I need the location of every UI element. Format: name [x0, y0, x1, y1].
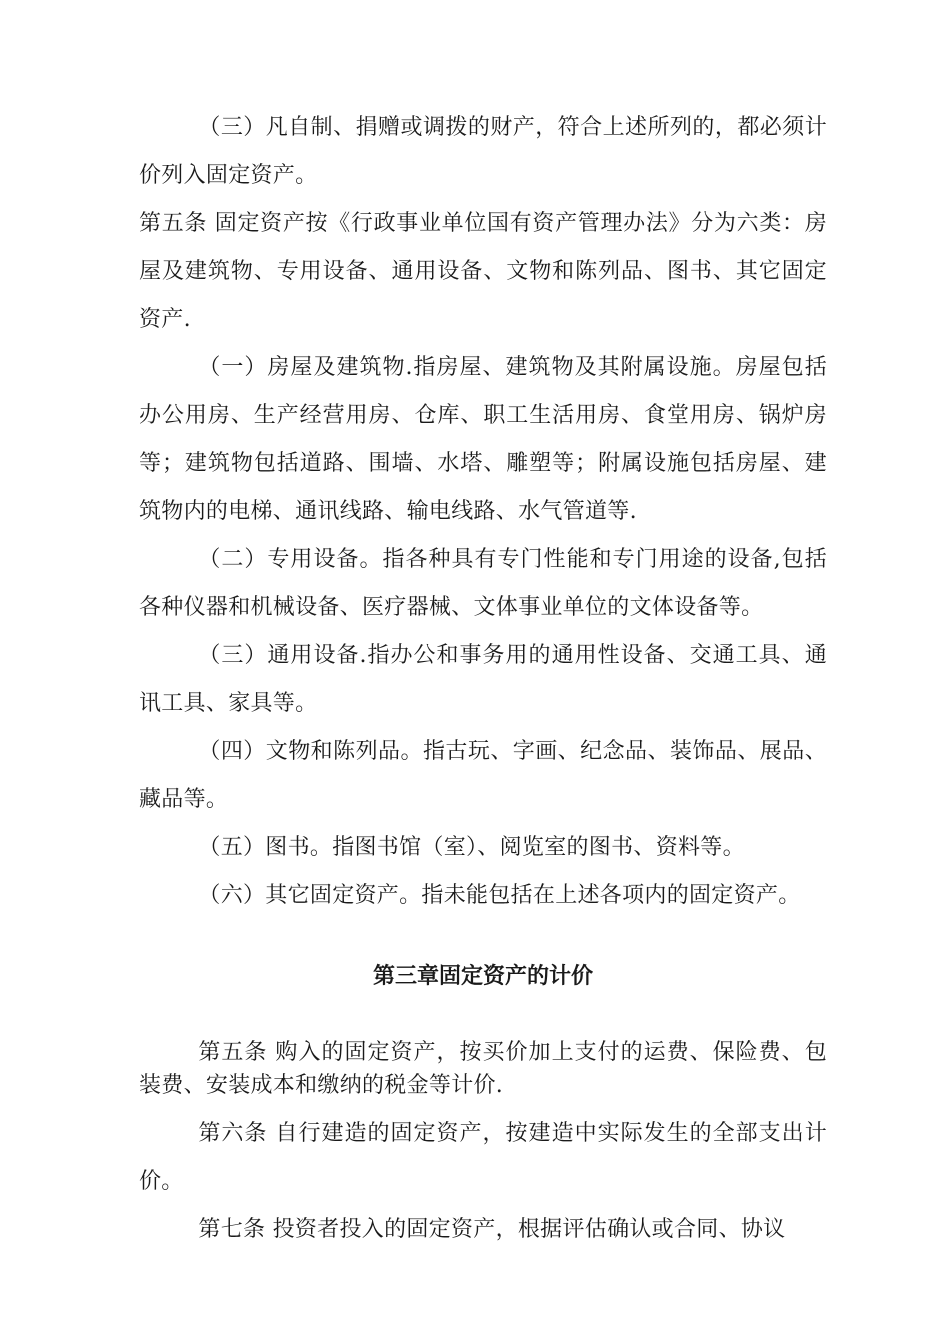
chapter-title: 第三章固定资产的计价	[372, 963, 593, 989]
paragraph-self-made-assets: （三）凡自制、捐赠或调拨的财产，符合上述所列的，都必须计价列入固定资产。	[139, 115, 827, 188]
paragraph-books: （五）图书。指图书馆（室）、阅览室的图书、资料等。	[198, 835, 745, 860]
article-6-self-built: 第六条 自行建造的固定资产，按建造中实际发生的全部支出计价。	[139, 1121, 827, 1194]
paragraph-cultural-relics: （四）文物和陈列品。指古玩、字画、纪念品、装饰品、展品、藏品等。	[139, 739, 827, 812]
paragraph-other-assets: （六）其它固定资产。指未能包括在上述各项内的固定资产。	[198, 883, 801, 908]
paragraph-buildings: （一）房屋及建筑物.指房屋、建筑物及其附属设施。房屋包括办公用房、生产经营用房、仓库、职工生活用房、食堂用房、锅炉房等；建筑物包括道路、围墙、水塔、雕塑等；附属设施包括房屋、建筑物内的电梯、通讯线路、输电线路、水气管道等.	[139, 355, 827, 524]
article-5-classification: 第五条 固定资产按《行政事业单位国有资产管理办法》分为六类：房屋及建筑物、专用设备、通用设备、文物和陈列品、图书、其它固定资产.	[139, 211, 827, 332]
paragraph-special-equipment: （二）专用设备。指各种具有专门性能和专门用途的设备,包括各种仪器和机械设备、医疗器械、文体事业单位的文体设备等。	[139, 547, 827, 620]
document-page	[139, 104, 827, 1254]
paragraph-general-equipment: （三）通用设备.指办公和事务用的通用性设备、交通工具、通讯工具、家具等。	[139, 643, 827, 716]
article-5-purchased: 第五条 购入的固定资产，按买价加上支付的运费、保险费、包装费、安装成本和缴纳的税金等计价.	[139, 1040, 827, 1098]
article-7-investment: 第七条 投资者投入的固定资产，根据评估确认或合同、协议	[198, 1217, 786, 1242]
